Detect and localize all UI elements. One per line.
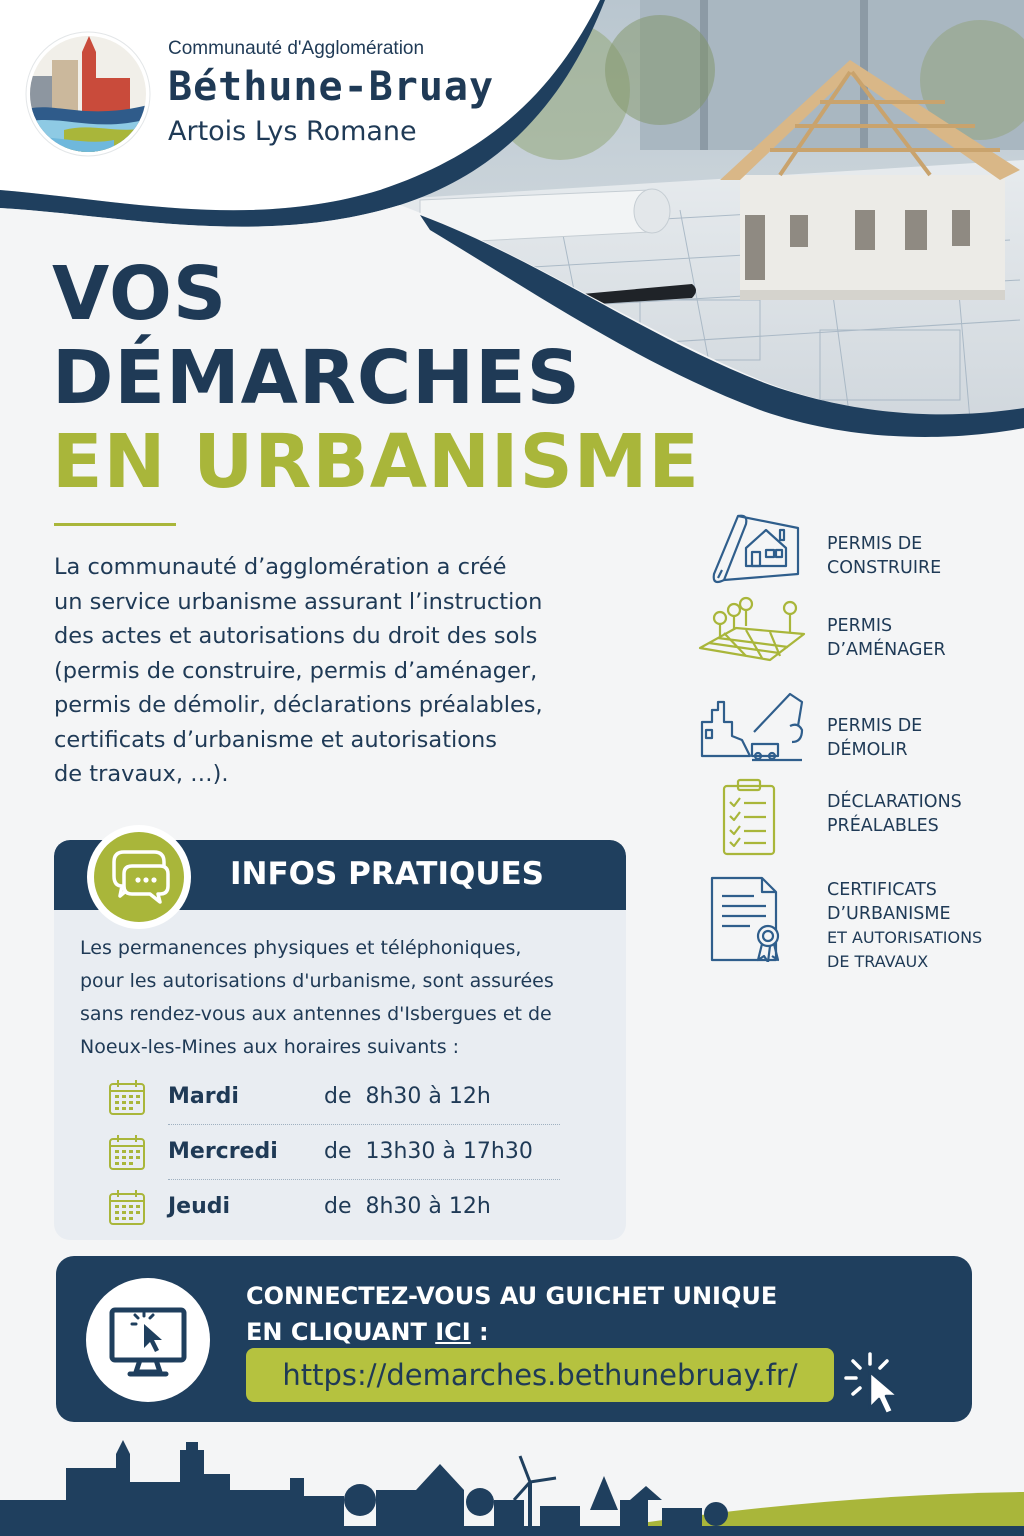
row-divider — [168, 1124, 560, 1125]
clipboard-checklist-icon — [698, 776, 808, 866]
monitor-click-icon — [86, 1278, 210, 1402]
guichet-url-link[interactable]: https://demarches.bethunebruay.fr/ — [246, 1348, 834, 1402]
infos-line: sans rendez-vous aux antennes d'Isbergues et de — [80, 1003, 552, 1025]
intro-paragraph — [54, 550, 614, 792]
org-name: Béthune-Bruay — [168, 64, 495, 110]
schedule-hours: de 8h30 à 12h — [324, 1084, 491, 1109]
excavator-demolition-icon — [698, 686, 808, 776]
schedule-day: Mercredi — [168, 1139, 278, 1164]
permit-item-construire — [690, 508, 1010, 598]
intro-line: des actes et autorisations du droit des sols — [54, 623, 538, 649]
organisation-logo — [24, 30, 524, 160]
schedule-row — [106, 1072, 560, 1126]
permit-label: PERMIS D’AMÉNAGER — [827, 616, 946, 660]
permit-item-amenager — [690, 596, 1010, 686]
intro-line: permis de démolir, déclarations préalables, — [54, 692, 543, 718]
schedule-day: Mardi — [168, 1084, 239, 1109]
calendar-icon — [108, 1133, 146, 1171]
title-divider — [54, 523, 176, 526]
permit-label: PERMIS DE DÉMOLIR — [827, 716, 923, 760]
infos-line: Noeux-les-Mines aux horaires suivants : — [80, 1036, 460, 1058]
infos-line: Les permanences physiques et téléphoniques, — [80, 937, 522, 959]
permit-label: CERTIFICATS D’URBANISME ET AUTORISATIONS DE TRAVAUX — [827, 880, 983, 971]
permit-label: PERMIS DE CONSTRUIRE — [827, 534, 942, 578]
schedule-row — [106, 1182, 560, 1236]
house-blueprint-icon — [698, 508, 808, 598]
certificate-document-icon — [698, 872, 808, 962]
ici-link[interactable]: ICI — [435, 1318, 471, 1346]
calendar-icon — [108, 1078, 146, 1116]
title-line-1: VOS — [52, 251, 228, 337]
intro-line: un service urbanisme assurant l’instruction — [54, 588, 543, 615]
schedule-hours: de 13h30 à 17h30 — [324, 1139, 533, 1164]
infos-line: pour les autorisations d'urbanisme, sont assurées — [80, 970, 554, 992]
title-line-2: DÉMARCHES — [52, 335, 581, 421]
guichet-unique-banner — [56, 1256, 972, 1422]
schedule-row — [106, 1127, 560, 1181]
chat-bubbles-icon — [84, 822, 194, 932]
infos-description — [80, 932, 620, 1064]
permit-item-certificats — [690, 872, 1010, 971]
land-plot-trees-icon — [698, 596, 808, 686]
permit-label: DÉCLARATIONS PRÉALABLES — [827, 792, 962, 836]
schedule-day: Jeudi — [168, 1194, 231, 1219]
intro-line: (permis de construire, permis d’aménager, — [54, 657, 538, 684]
city-skyline-decoration — [0, 1430, 1024, 1536]
intro-line: certificats d’urbanisme et autorisations — [54, 726, 498, 753]
title-line-3: EN URBANISME — [52, 419, 700, 505]
org-subtitle: Communauté d'Agglomération — [168, 38, 425, 59]
intro-line: de travaux, …). — [54, 761, 229, 787]
schedule-hours: de 8h30 à 12h — [324, 1194, 491, 1219]
row-divider — [168, 1179, 560, 1180]
page-title — [52, 252, 732, 504]
calendar-icon — [108, 1188, 146, 1226]
org-region: Artois Lys Romane — [168, 116, 417, 147]
guichet-heading: CONNECTEZ-VOUS AU GUICHET UNIQUE EN CLIQUANT ICI : — [246, 1282, 778, 1346]
city-logo-icon — [24, 30, 152, 158]
cursor-click-icon — [842, 1348, 914, 1420]
intro-line: La communauté d’agglomération a créé — [54, 554, 507, 580]
permit-item-demolir — [690, 686, 1010, 776]
permit-item-declarations — [690, 776, 1010, 866]
infos-title: INFOS PRATIQUES — [230, 856, 545, 892]
